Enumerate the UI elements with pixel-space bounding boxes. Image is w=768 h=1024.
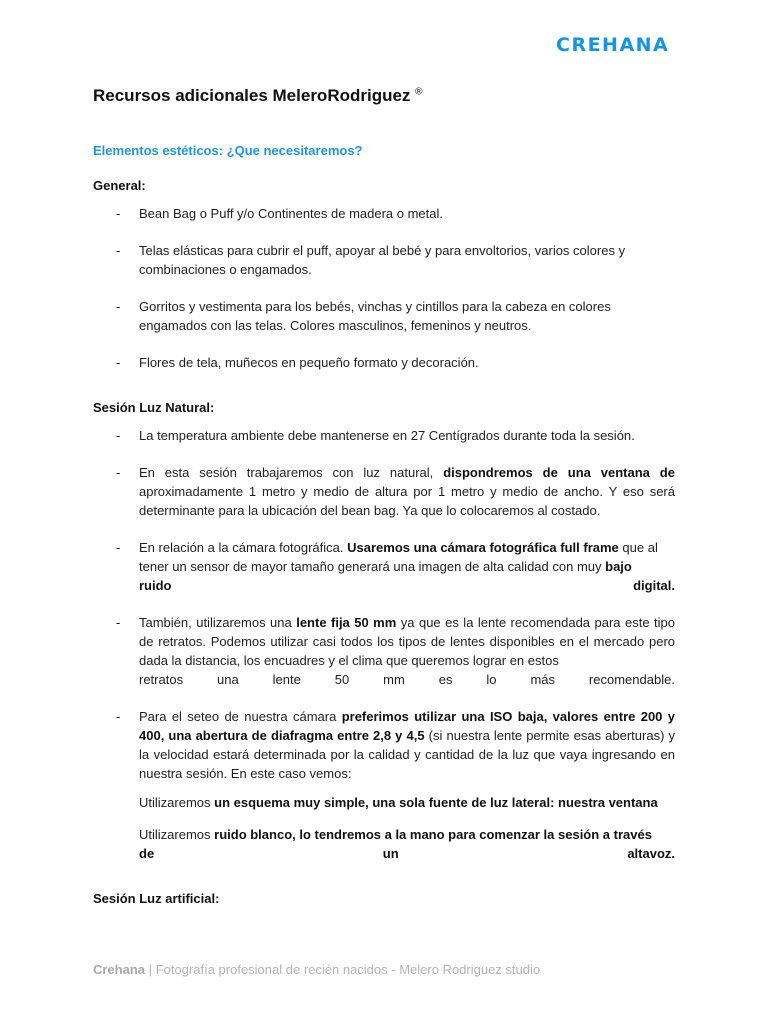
bullet-dash: - [116,299,121,314]
word: retratos [139,672,184,687]
word: 50 [334,672,350,687]
item-text: Bean Bag o Puff y/o Continentes de madera o metal. [139,206,444,221]
item-text: En esta sesión trabajaremos con luz natural, [139,465,434,480]
justified-line [139,670,675,689]
list-item [93,538,675,595]
bullet-dash: - [116,355,121,370]
word: lo [486,672,497,687]
item-text: En relación a la cámara fotográfica. [139,540,344,555]
word: una [217,672,239,687]
item-bold-text: lente fija 50 mm [296,615,397,630]
list-item [93,297,675,335]
general-list [93,204,675,372]
item-text: También, utilizaremos una [139,615,292,630]
item-text: Para el seteo de nuestra cámara [139,709,337,724]
section-heading: Elementos estéticos: ¿Que necesitaremos? [93,143,363,158]
list-item [93,613,675,689]
paragraph-text: Utilizaremos [139,827,211,842]
natural-light-heading: Sesión Luz Natural: [93,400,215,415]
item-bold-text: digital. [633,578,675,593]
item-bold-text: preferimos utilizar una ISO baja, valores entre 200 y 400, una abertura de diafragma entre 2,8 y 4,5 [139,709,675,743]
natural-light-list [93,426,675,783]
list-item [93,353,675,372]
paragraph-bold-text: ruido blanco, lo tendremos a la mano para comenzar la sesión a través [214,827,652,842]
bullet-dash: - [116,615,121,630]
item-text: ya que es la lente recomendada para este tipo de retratos. Podemos utilizar casi todos los tipos de lentes disponibles en el mercado pero dada la distancia, los encuadres y el clima que queremos lograr en estos [139,615,675,668]
bullet-dash: - [116,465,121,480]
item-bold-text: dispondremos de una ventana de [443,465,675,480]
item-text: Gorritos y vestimenta para los bebés, vinchas y cintillos para la cabeza en colores engamados con las telas. Colores masculinos, femeninos y neutros. [139,299,611,333]
word: de [139,846,155,861]
item-text: que al tener un sensor de mayor tamaño generará una imagen de alta calidad con muy [139,540,658,574]
word: más [530,672,555,687]
word: altavoz. [627,846,675,861]
title-text: Recursos adicionales MeleroRodriguez [93,86,411,105]
document-body [93,86,675,917]
item-text: Flores de tela, muñecos en pequeño formato y decoración. [139,355,479,370]
paragraph-white-noise [139,825,675,863]
item-bold-text: bajo [605,559,632,574]
artificial-light-heading: Sesión Luz artificial: [93,891,220,906]
crehana-logo: CREHANA [556,34,670,56]
word: lente [272,672,301,687]
paragraph-text: Utilizaremos [139,795,211,810]
word: un [382,846,399,861]
item-text: (si nuestra lente permite esas aberturas) y la velocidad estará determinada por la calidad y cantidad de la luz que vaya ingresando en nuestra sesión. En este caso vemos: [139,728,675,781]
list-item [93,707,675,783]
bullet-dash: - [116,540,121,555]
bullet-dash: - [116,709,121,724]
document-title [93,86,675,106]
item-text: Telas elásticas para cubrir el puff, apoyar al bebé y para envoltorios, varios colores y combinaciones o engamados. [139,243,626,277]
item-bold-text: Usaremos una cámara fotográfica full frame [347,540,619,555]
justified-line [139,844,675,863]
bullet-dash: - [116,206,121,221]
paragraph-bold-text: un esquema muy simple, una sola fuente de luz lateral: nuestra ventana [214,795,658,810]
word: mm [383,672,405,687]
item-text: La temperatura ambiente debe mantenerse en 27 Centígrados durante toda la sesión. [139,428,635,443]
footer-separator: | [148,962,153,977]
item-bold-text: ruido [139,578,172,593]
word: es [438,672,453,687]
registered-mark: ® [415,86,423,98]
justified-line [139,576,675,595]
footer-text: Fotografía profesional de recién nacidos - Melero Rodriguez studio [155,962,541,977]
list-item [93,241,675,279]
bullet-dash: - [116,428,121,443]
list-item [93,463,675,520]
paragraph-light-scheme [139,793,675,812]
page-footer [93,962,540,977]
general-heading: General: [93,178,146,193]
list-item [93,426,675,445]
bullet-dash: - [116,243,121,258]
item-text: aproximadamente 1 metro y medio de altura por 1 metro y medio de ancho. Y eso será determinante para la ubicación del bean bag. Ya que lo colocaremos al costado. [139,484,675,518]
footer-brand: Crehana [93,962,146,977]
word: recomendable. [588,672,675,687]
list-item [93,204,675,223]
